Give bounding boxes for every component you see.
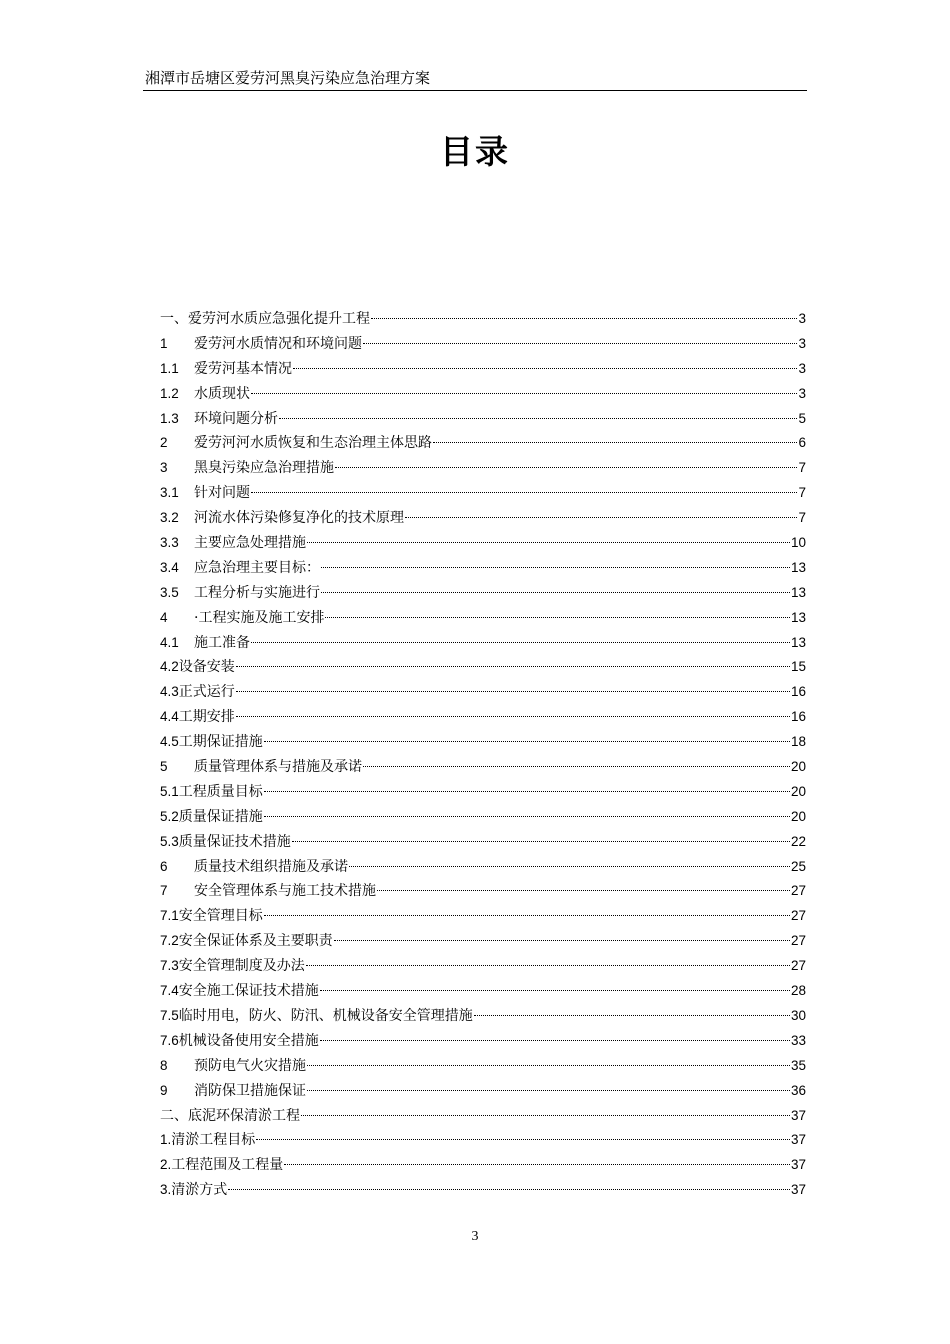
toc-entry-number: 2. xyxy=(160,1157,172,1173)
page-number: 3 xyxy=(471,1229,479,1244)
toc-dot-leader xyxy=(320,1040,790,1041)
toc-entry-page: 25 xyxy=(790,858,806,874)
toc-entry-number: 2 xyxy=(160,435,168,451)
toc-entry-number: 3.3 xyxy=(160,535,179,551)
toc-entry-number: 5.3 xyxy=(160,833,179,849)
toc-dot-leader xyxy=(228,1189,790,1190)
toc-entry[interactable] xyxy=(160,1106,806,1131)
toc-dot-leader xyxy=(335,467,797,468)
toc-entry-title: 工期保证措施 xyxy=(178,734,263,751)
toc-entry-number: 3. xyxy=(160,1182,172,1198)
toc-entry[interactable] xyxy=(160,433,806,458)
toc-dot-leader xyxy=(293,368,797,369)
toc-entry-title: 设备安装 xyxy=(178,659,235,676)
toc-entry[interactable] xyxy=(160,483,806,508)
toc-dot-leader xyxy=(307,1090,790,1091)
toc-entry[interactable] xyxy=(160,931,806,956)
toc-entry-number: 3.1 xyxy=(160,485,179,501)
toc-entry-number: 5.2 xyxy=(160,808,179,824)
toc-entry[interactable] xyxy=(160,881,806,906)
toc-entry-title: 机械设备使用安全措施 xyxy=(178,1032,319,1049)
toc-entry-title: 质量保证技术措施 xyxy=(178,833,291,850)
toc-entry-title: 一、爱劳河水质应急强化提升工程 xyxy=(160,311,370,327)
toc-entry[interactable] xyxy=(160,409,806,434)
toc-entry-number: 6 xyxy=(160,858,168,874)
toc-entry-page: 18 xyxy=(790,734,806,750)
toc-entry-number: 3 xyxy=(160,460,168,476)
toc-entry-number: 7.4 xyxy=(160,983,179,999)
toc-entry[interactable] xyxy=(160,1155,806,1180)
toc-entry-page: 13 xyxy=(790,634,806,650)
toc-entry-title: 临时用电，防火、防汛、机械设备安全管理措施 xyxy=(178,1007,473,1024)
toc-entry-title: 主要应急处理措施 xyxy=(194,535,306,552)
toc-entry[interactable] xyxy=(160,359,806,384)
toc-entry[interactable] xyxy=(160,981,806,1006)
toc-dot-leader xyxy=(377,890,790,891)
toc-entry-page: 37 xyxy=(790,1132,806,1148)
toc-entry[interactable] xyxy=(160,458,806,483)
toc-dot-leader xyxy=(349,866,790,867)
toc-dot-leader xyxy=(371,318,797,319)
toc-dot-leader xyxy=(236,691,790,692)
toc-entry-number: 1. xyxy=(160,1132,172,1148)
toc-entry[interactable] xyxy=(160,807,806,832)
toc-dot-leader xyxy=(251,492,797,493)
toc-entry-page: 27 xyxy=(790,883,806,899)
toc-entry-title: 爱劳河河水质恢复和生态治理主体思路 xyxy=(194,435,432,452)
toc-dot-leader xyxy=(306,965,790,966)
toc-dot-leader xyxy=(236,716,790,717)
toc-entry-page: 37 xyxy=(790,1107,806,1123)
toc-entry-title: 施工准备 xyxy=(194,634,250,651)
toc-entry-title: 爱劳河基本情况 xyxy=(194,360,292,377)
toc-entry-title: 河流水体污染修复净化的技术原理 xyxy=(194,510,404,527)
toc-entry-page: 3 xyxy=(798,385,806,401)
page-title: 目录 xyxy=(440,132,510,171)
toc-entry-page: 20 xyxy=(790,783,806,799)
toc-entry-page: 36 xyxy=(790,1082,806,1098)
toc-entry-number: 4.5 xyxy=(160,734,179,750)
toc-entry-title: ·工程实施及施工安排 xyxy=(194,609,325,626)
toc-dot-leader xyxy=(284,1164,790,1165)
toc-entry-page: 7 xyxy=(798,485,806,501)
toc-entry-page: 27 xyxy=(790,933,806,949)
toc-entry[interactable] xyxy=(160,633,806,658)
toc-entry[interactable] xyxy=(160,558,806,583)
toc-entry-page: 5 xyxy=(798,410,806,426)
toc-dot-leader xyxy=(321,567,790,568)
toc-entry[interactable] xyxy=(160,309,806,334)
toc-dot-leader xyxy=(307,1065,790,1066)
toc-entry-page: 13 xyxy=(790,609,806,625)
toc-entry[interactable] xyxy=(160,1031,806,1056)
toc-entry[interactable] xyxy=(160,1006,806,1031)
toc-entry-title: 爱劳河水质情况和环境问题 xyxy=(194,335,362,352)
toc-entry-page: 20 xyxy=(790,808,806,824)
toc-entry-page: 35 xyxy=(790,1057,806,1073)
toc-entry-number: 3.4 xyxy=(160,559,179,575)
toc-dot-leader xyxy=(264,791,790,792)
toc-entry-number: 4.1 xyxy=(160,634,179,650)
toc-entry[interactable] xyxy=(160,732,806,757)
toc-dot-leader xyxy=(325,617,790,618)
header-text: 湘潭市岳塘区爱劳河黑臭污染应急治理方案 xyxy=(145,69,431,87)
toc-entry-page: 7 xyxy=(798,460,806,476)
toc-entry-page: 20 xyxy=(790,759,806,775)
toc-dot-leader xyxy=(433,442,797,443)
toc-entry-number: 4.4 xyxy=(160,709,179,725)
toc-entry-title: 环境问题分析 xyxy=(194,410,278,427)
toc-entry[interactable] xyxy=(160,682,806,707)
toc-entry[interactable] xyxy=(160,334,806,359)
toc-entry-number: 9 xyxy=(160,1082,168,1098)
toc-entry[interactable] xyxy=(160,906,806,931)
toc-entry-title: 安全管理制度及办法 xyxy=(178,958,305,975)
toc-entry-page: 30 xyxy=(790,1007,806,1023)
toc-entry[interactable] xyxy=(160,508,806,533)
toc-entry-number: 7.3 xyxy=(160,958,179,974)
toc-entry[interactable] xyxy=(160,608,806,633)
toc-entry-page: 33 xyxy=(790,1032,806,1048)
toc-entry-page: 27 xyxy=(790,908,806,924)
toc-entry[interactable] xyxy=(160,707,806,732)
toc-entry-title: 工程质量目标 xyxy=(178,783,263,800)
toc-entry-title: 应急治理主要目标： xyxy=(194,559,320,576)
toc-entry-page: 13 xyxy=(790,584,806,600)
toc-dot-leader xyxy=(292,841,790,842)
toc-entry-title: 预防电气火灾措施 xyxy=(194,1057,306,1074)
toc-entry-title: 工期安排 xyxy=(178,709,235,726)
toc-entry-title: 安全管理体系与施工技术措施 xyxy=(194,883,376,900)
toc-entry-title: 二、底泥环保清淤工程 xyxy=(160,1107,300,1124)
toc-entry-title: 安全保证体系及主要职责 xyxy=(178,933,333,950)
toc-entry-title: 消防保卫措施保证 xyxy=(194,1082,306,1099)
toc-entry-page: 3 xyxy=(798,360,806,376)
toc-entry[interactable] xyxy=(160,956,806,981)
toc-dot-leader xyxy=(321,592,790,593)
toc-dot-leader xyxy=(307,542,790,543)
toc-entry[interactable] xyxy=(160,757,806,782)
toc-entry-number: 1.3 xyxy=(160,410,179,426)
toc-entry[interactable] xyxy=(160,1081,806,1106)
toc-dot-leader xyxy=(363,343,797,344)
toc-entry[interactable] xyxy=(160,657,806,682)
toc-entry-title: 针对问题 xyxy=(194,485,250,502)
toc-entry-number: 1 xyxy=(160,335,168,351)
toc-entry-page: 10 xyxy=(790,535,806,551)
toc-entry-title: 工程分析与实施进行 xyxy=(194,584,320,601)
toc-entry-page: 27 xyxy=(790,958,806,974)
toc-entry-page: 6 xyxy=(798,435,806,451)
toc-dot-leader xyxy=(279,418,797,419)
toc-entry-page: 22 xyxy=(790,833,806,849)
toc-entry-page: 15 xyxy=(790,659,806,675)
toc-entry-page: 16 xyxy=(790,684,806,700)
toc-entry-page: 28 xyxy=(790,983,806,999)
table-of-contents xyxy=(160,309,806,1205)
toc-entry-title: 水质现状 xyxy=(194,385,250,402)
toc-entry-title: 清淤工程目标 xyxy=(171,1132,256,1149)
toc-entry[interactable] xyxy=(160,1130,806,1155)
toc-entry-number: 7 xyxy=(160,883,168,899)
toc-entry-title: 正式运行 xyxy=(178,684,235,701)
toc-dot-leader xyxy=(301,1115,790,1116)
toc-entry[interactable] xyxy=(160,384,806,409)
toc-entry[interactable] xyxy=(160,832,806,857)
toc-entry-title: 质量保证措施 xyxy=(178,808,263,825)
toc-entry-number: 7.5 xyxy=(160,1007,179,1023)
toc-entry[interactable] xyxy=(160,583,806,608)
toc-entry-page: 7 xyxy=(798,510,806,526)
toc-entry-page: 13 xyxy=(790,559,806,575)
toc-dot-leader xyxy=(363,766,790,767)
toc-dot-leader xyxy=(405,517,797,518)
toc-entry[interactable] xyxy=(160,533,806,558)
toc-entry-title: 安全施工保证技术措施 xyxy=(178,983,319,1000)
toc-entry-number: 8 xyxy=(160,1057,168,1073)
toc-entry-page: 3 xyxy=(798,311,806,326)
toc-dot-leader xyxy=(256,1139,790,1140)
toc-entry[interactable] xyxy=(160,1056,806,1081)
toc-entry[interactable] xyxy=(160,857,806,882)
toc-entry-number: 4 xyxy=(160,609,168,625)
toc-entry[interactable] xyxy=(160,782,806,807)
toc-entry-title: 黑臭污染应急治理措施 xyxy=(194,460,334,477)
toc-entry-title: 安全管理目标 xyxy=(178,908,263,925)
toc-dot-leader xyxy=(264,915,790,916)
toc-entry[interactable] xyxy=(160,1180,806,1205)
toc-entry-number: 5.1 xyxy=(160,783,179,799)
toc-entry-number: 3.2 xyxy=(160,510,179,526)
toc-entry-title: 质量管理体系与措施及承诺 xyxy=(194,759,362,776)
toc-entry-page: 37 xyxy=(790,1157,806,1173)
toc-dot-leader xyxy=(334,940,790,941)
toc-entry-title: 质量技术组织措施及承诺 xyxy=(194,858,348,875)
toc-entry-number: 4.2 xyxy=(160,659,179,675)
toc-entry-page: 37 xyxy=(790,1182,806,1198)
toc-entry-title: 工程范围及工程量 xyxy=(171,1157,284,1174)
toc-dot-leader xyxy=(320,990,790,991)
toc-dot-leader xyxy=(264,816,790,817)
toc-entry-number: 7.2 xyxy=(160,933,179,949)
toc-entry-page: 16 xyxy=(790,709,806,725)
toc-entry-number: 3.5 xyxy=(160,584,179,600)
toc-entry-page: 3 xyxy=(798,335,806,351)
toc-entry-number: 1.1 xyxy=(160,360,179,376)
toc-entry-number: 4.3 xyxy=(160,684,179,700)
toc-dot-leader xyxy=(251,642,790,643)
page-header xyxy=(143,68,807,91)
toc-entry-number: 1.2 xyxy=(160,385,179,401)
toc-dot-leader xyxy=(474,1015,790,1016)
toc-entry-number: 7.6 xyxy=(160,1032,179,1048)
toc-entry-number: 5 xyxy=(160,759,168,775)
toc-entry-title: 清淤方式 xyxy=(171,1182,228,1199)
toc-dot-leader xyxy=(264,741,790,742)
toc-dot-leader xyxy=(251,393,797,394)
toc-entry-number: 7.1 xyxy=(160,908,179,924)
toc-dot-leader xyxy=(236,666,790,667)
